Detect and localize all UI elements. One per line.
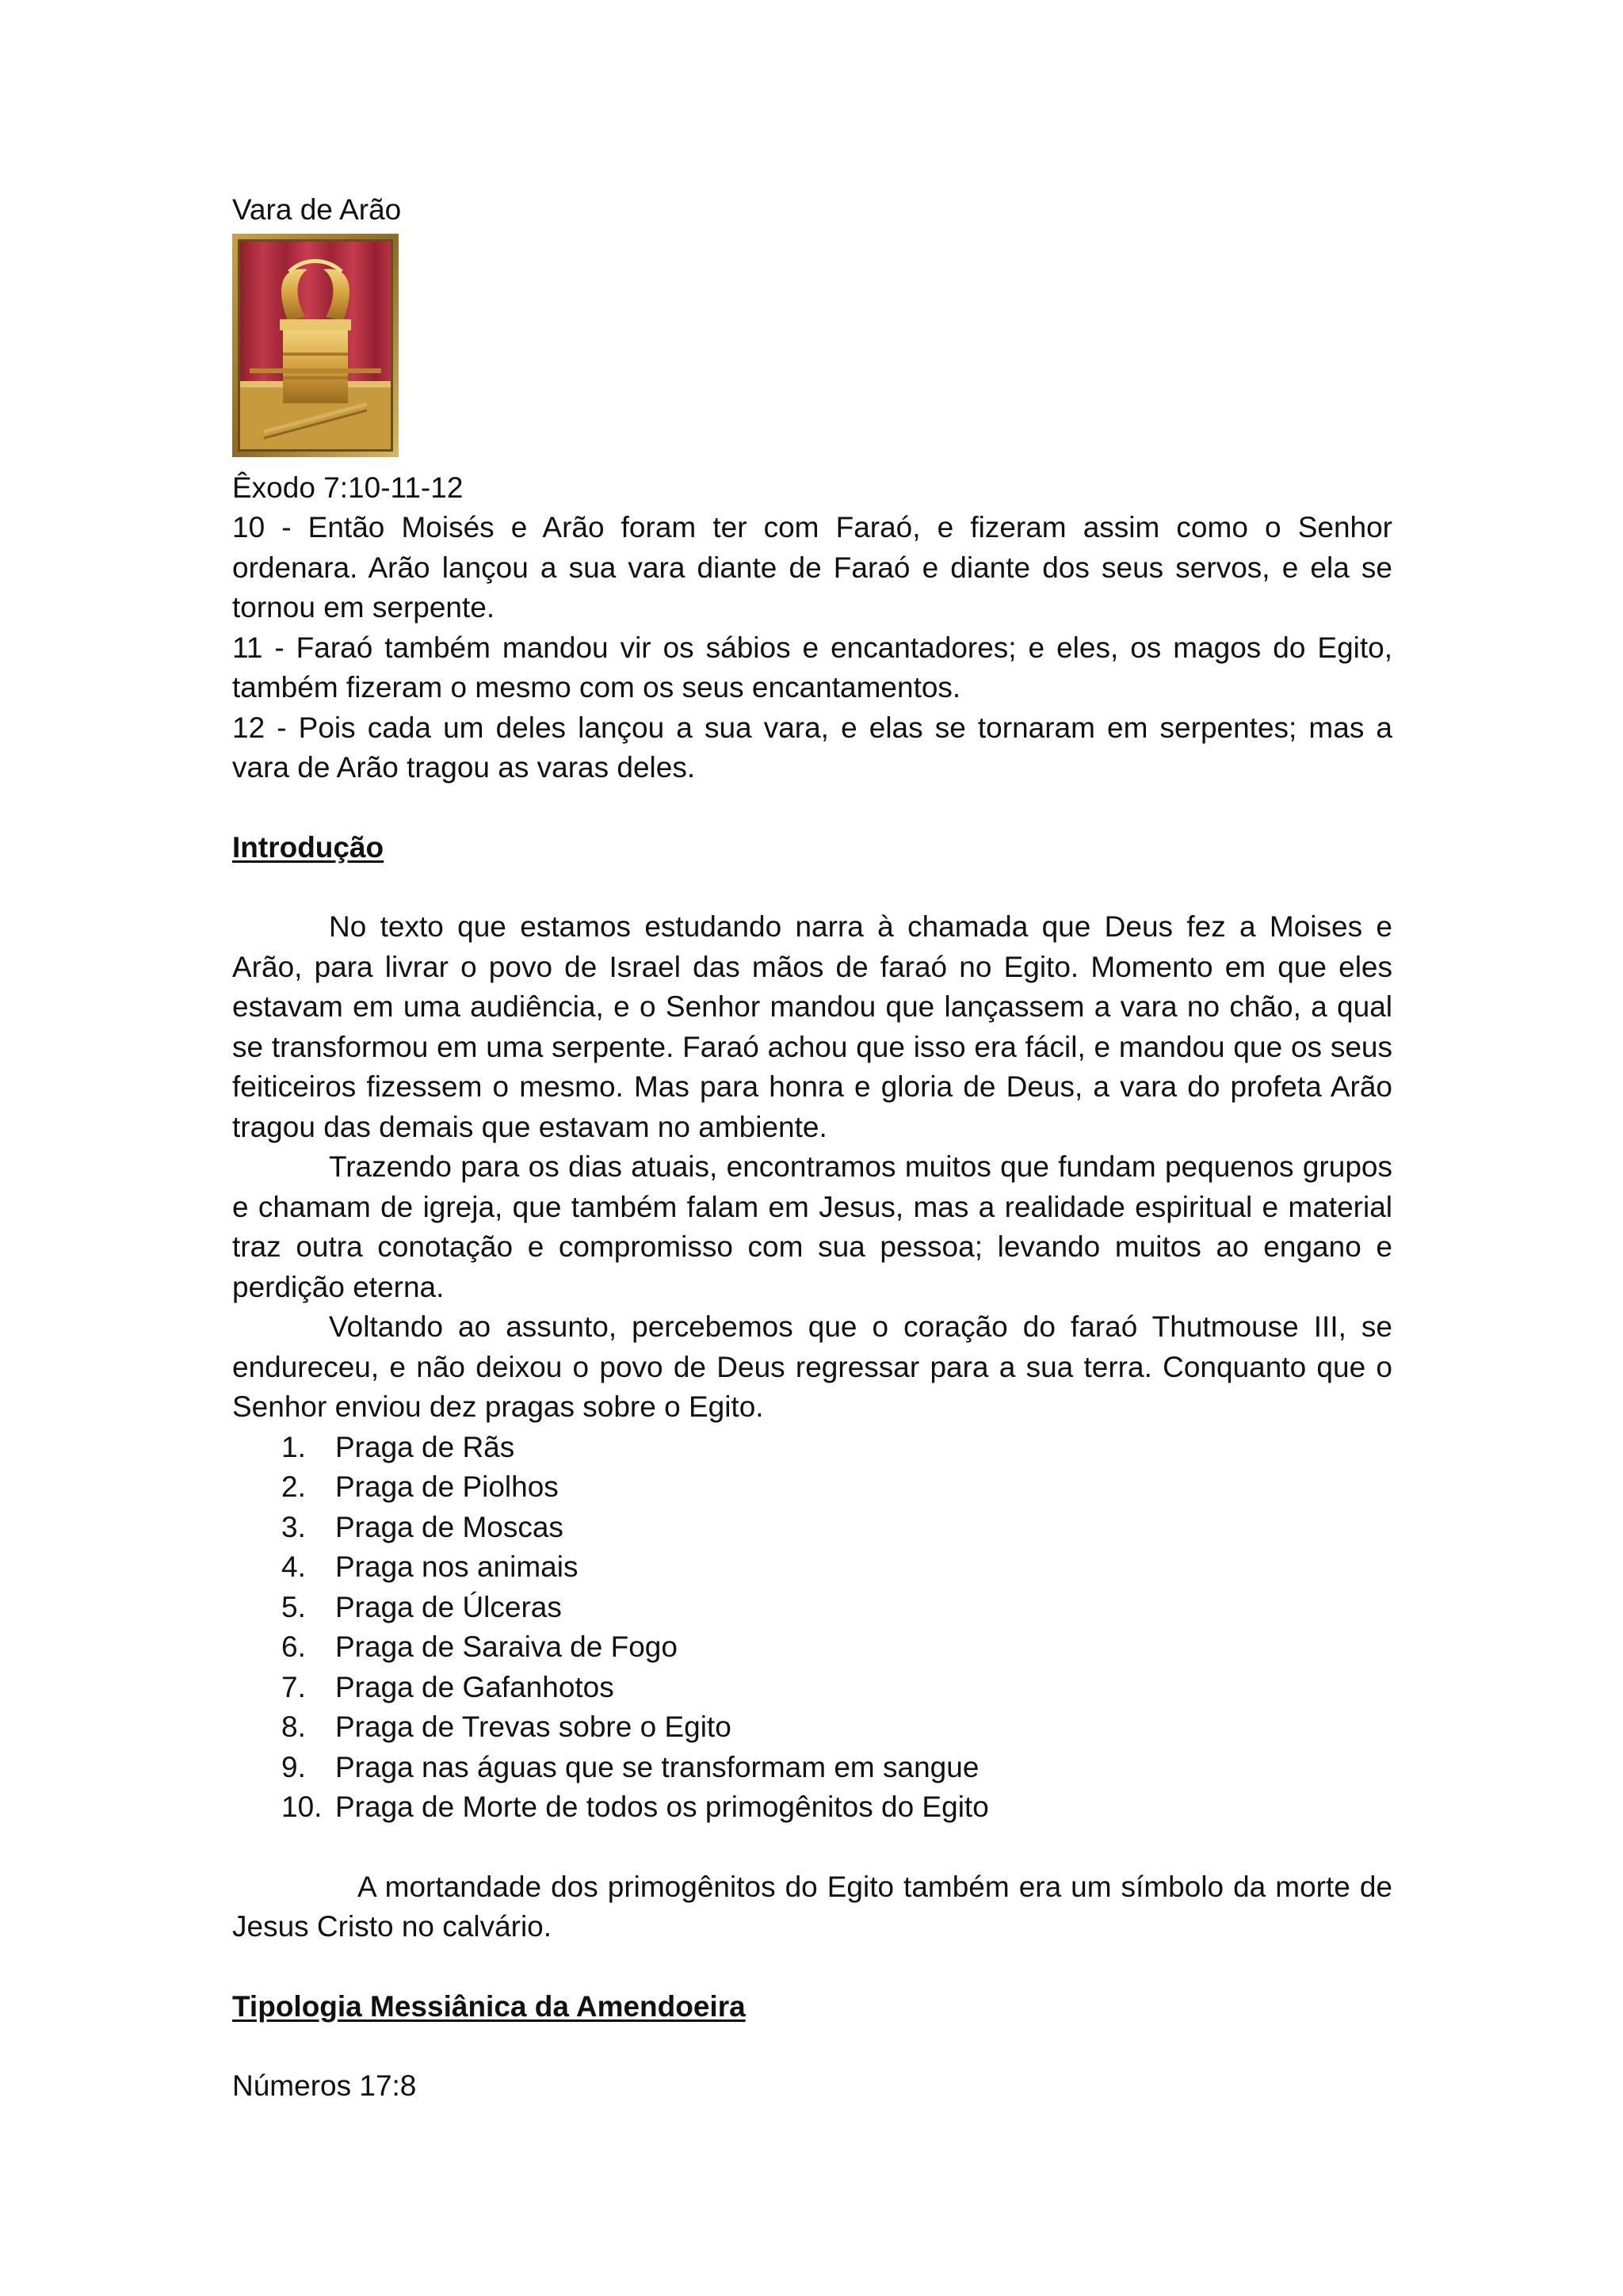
list-item-text: Praga de Morte de todos os primogênitos do Egito (335, 1791, 989, 1823)
list-item-number: 2. (281, 1470, 306, 1503)
verse-12: 12 - Pois cada um deles lançou a sua vara, e elas se tornaram em serpentes; mas a vara de Arão tragou as varas deles. (232, 711, 1392, 784)
list-item (232, 1508, 1392, 1548)
list-item-text: Praga nos animais (335, 1550, 579, 1583)
numeros-reference: Números 17:8 (232, 2069, 417, 2102)
plagues-list (232, 1428, 1392, 1828)
intro-paragraph-1: No texto que estamos estudando narra à chamada que Deus fez a Moises e Arão, para livrar o povo de Israel das mãos de faraó no Egito. Momento em que eles estavam em uma audiência, e o Senhor mandou que lançassem a vara no chão, a qual se transformou em uma serpente. Faraó achou que isso era fácil, e mandou que os seus feiticeiros fizessem o mesmo. Mas para honra e gloria de Deus, a vara do profeta Arão tragou das demais que estavam no ambiente. (232, 910, 1392, 1143)
document-page (232, 190, 1392, 2107)
list-item (232, 1428, 1392, 1468)
verse-11: 11 - Faraó também mandou vir os sábios e encantadores; e eles, os magos do Egito, também fizeram o mesmo com os seus encantamentos. (232, 631, 1392, 704)
document-title: Vara de Arão (232, 193, 402, 226)
list-item (232, 1668, 1392, 1708)
list-item (232, 1588, 1392, 1628)
list-item-number: 5. (281, 1590, 306, 1623)
list-item-number: 10. (281, 1791, 323, 1823)
list-item-text: Praga de Úlceras (335, 1590, 562, 1623)
list-item-number: 6. (281, 1630, 306, 1663)
list-item-text: Praga de Moscas (335, 1510, 563, 1543)
tipologia-heading: Tipologia Messiânica da Amendoeira (232, 1989, 746, 2023)
list-item-text: Praga de Saraiva de Fogo (335, 1630, 678, 1663)
list-item-number: 8. (281, 1711, 306, 1743)
list-item-text: Praga nas águas que se transformam em sangue (335, 1750, 980, 1783)
list-item-text: Praga de Piolhos (335, 1470, 559, 1503)
intro-paragraph-2: Trazendo para os dias atuais, encontramos muitos que fundam pequenos grupos e chamam de igreja, que também falam em Jesus, mas a realidade espiritual e material traz outra conotação e compromisso com sua pessoa; levando muitos ao engano e perdição eterna. (232, 1150, 1392, 1303)
list-item-text: Praga de Trevas sobre o Egito (335, 1711, 731, 1743)
list-item (232, 1787, 1392, 1828)
list-item-number: 7. (281, 1670, 306, 1703)
list-item-number: 1. (281, 1430, 306, 1463)
list-item-number: 3. (281, 1510, 306, 1543)
list-item-number: 9. (281, 1750, 306, 1783)
list-item (232, 1547, 1392, 1588)
list-item (232, 1627, 1392, 1668)
list-item (232, 1707, 1392, 1748)
list-item-number: 4. (281, 1550, 306, 1583)
intro-heading: Introdução (232, 830, 384, 864)
list-item (232, 1748, 1392, 1788)
ark-of-covenant-image (232, 234, 399, 457)
list-item-text: Praga de Rãs (335, 1430, 515, 1463)
verse-10: 10 - Então Moisés e Arão foram ter com Faraó, e fizeram assim como o Senhor ordenara. Arão lançou a sua vara diante de Faraó e diante dos seus servos, e ela se tornou em serpente. (232, 511, 1392, 624)
list-item-text: Praga de Gafanhotos (335, 1670, 614, 1703)
intro-paragraph-3: Voltando ao assunto, percebemos que o coração do faraó Thutmouse III, se endureceu, e não deixou o povo de Deus regressar para a sua terra. Conquanto que o Senhor enviou dez pragas sobre o Egito. (232, 1310, 1392, 1423)
list-item (232, 1467, 1392, 1508)
closing-paragraph: A mortandade dos primogênitos do Egito também era um símbolo da morte de Jesus Cristo no calvário. (232, 1870, 1392, 1943)
scripture-reference: Êxodo 7:10-11-12 (232, 471, 464, 504)
